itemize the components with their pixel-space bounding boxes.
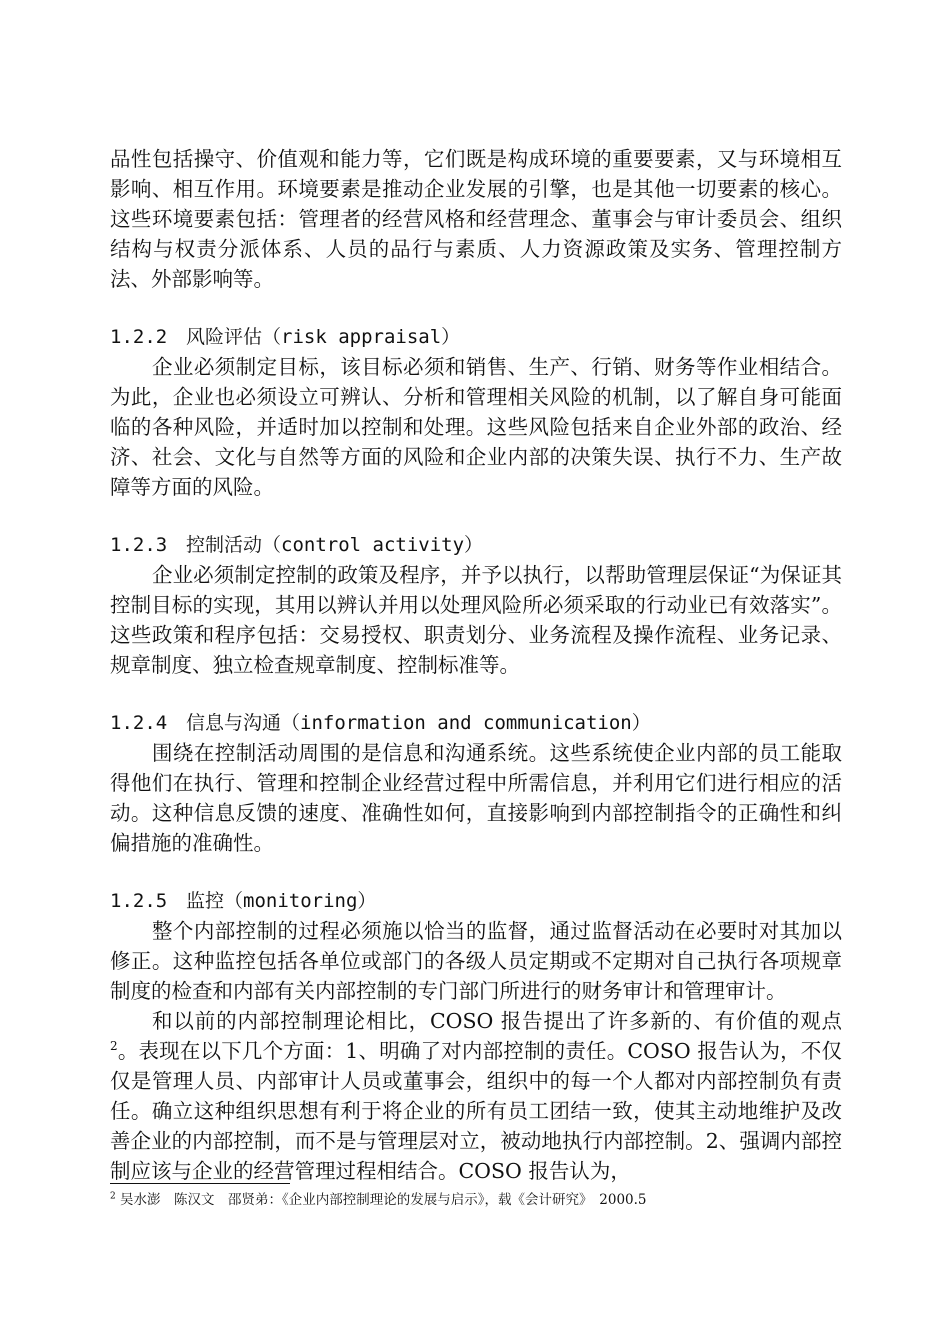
coso-text-start: 和以前的内部控制理论相比，COSO 报告提出了许多新的、有价值的观点: [152, 1009, 842, 1033]
section-heading-1-2-3: [110, 530, 842, 560]
footnote-text: 吴水澎 陈汉文 邵贤弟：《企业内部控制理论的发展与启示》，载《会计研究》 2000.5: [120, 1192, 647, 1208]
intro-paragraph: 品性包括操守、价值观和能力等，它们既是构成环境的重要要素，又与环境相互影响、相互作用。环境要素是推动企业发展的引擎，也是其他一切要素的核心。这些环境要素包括：管理者的经营风格和经营理念、董事会与审计委员会、组织结构与权责分派体系、人员的品行与素质、人力资源政策及实务、管理控制方法、外部影响等。: [110, 147, 842, 291]
footnote-reference[interactable]: 2: [110, 1039, 118, 1054]
section-number: 1.2.3: [110, 534, 168, 556]
section-title: 信息与沟通（information and communication）: [186, 712, 651, 734]
section-title: 风险评估（risk appraisal）: [186, 326, 461, 348]
section-number: 1.2.4: [110, 712, 168, 734]
section-body-1-2-4: 围绕在控制活动周围的是信息和沟通系统。这些系统使企业内部的员工能取得他们在执行、管理和控制企业经营过程中所需信息，并利用它们进行相应的活动。这种信息反馈的速度、准确性如何，直接影响到内部控制指令的正确性和纠偏措施的准确性。: [110, 741, 842, 855]
section-body-1-2-5: 整个内部控制的过程必须施以恰当的监督，通过监督活动在必要时对其加以修正。这种监控包括各单位或部门的各级人员定期或不定期对自己执行各项规章制度的检查和内部有关内部控制的专门部门所进行的财务审计和管理审计。: [110, 919, 842, 1003]
section-heading-1-2-5: [110, 886, 842, 916]
footnote: [110, 1190, 842, 1210]
section-title: 监控（monitoring）: [186, 890, 377, 912]
coso-paragraph: [110, 1006, 842, 1186]
body-text: [110, 144, 842, 1186]
section-heading-1-2-2: [110, 322, 842, 352]
coso-text-rest: 。表现在以下几个方面：1、明确了对内部控制的责任。COSO 报告认为，不仅仅是管理人员、内部审计人员或董事会，组织中的每一个人都对内部控制负有责任。确立这种组织思想有利于将企业的所有员工团结一致，使其主动地维护及改善企业的内部控制，而不是与管理层对立，被动地执行内部控制。2、强调内部控制应该与企业的经营管理过程相结合。COSO 报告认为，: [110, 1039, 842, 1183]
section-body-1-2-2: 企业必须制定目标，该目标必须和销售、生产、行销、财务等作业相结合。为此，企业也必须设立可辨认、分析和管理相关风险的机制，以了解自身可能面临的各种风险，并适时加以控制和处理。这些风险包括来自企业外部的政治、经济、社会、文化与自然等方面的风险和企业内部的决策失误、执行不力、生产故障等方面的风险。: [110, 355, 842, 499]
section-number: 1.2.5: [110, 890, 168, 912]
footnote-divider: [110, 1183, 290, 1184]
footnote-mark: 2: [110, 1191, 116, 1202]
section-number: 1.2.2: [110, 326, 168, 348]
section-title: 控制活动（control activity）: [186, 534, 484, 556]
section-heading-1-2-4: [110, 708, 842, 738]
section-body-1-2-3: 企业必须制定控制的政策及程序，并予以执行，以帮助管理层保证“为保证其控制目标的实现，其用以辨认并用以处理风险所必须采取的行动业已有效落实”。这些政策和程序包括：交易授权、职责划分、业务流程及操作流程、业务记录、规章制度、独立检查规章制度、控制标准等。: [110, 563, 842, 677]
